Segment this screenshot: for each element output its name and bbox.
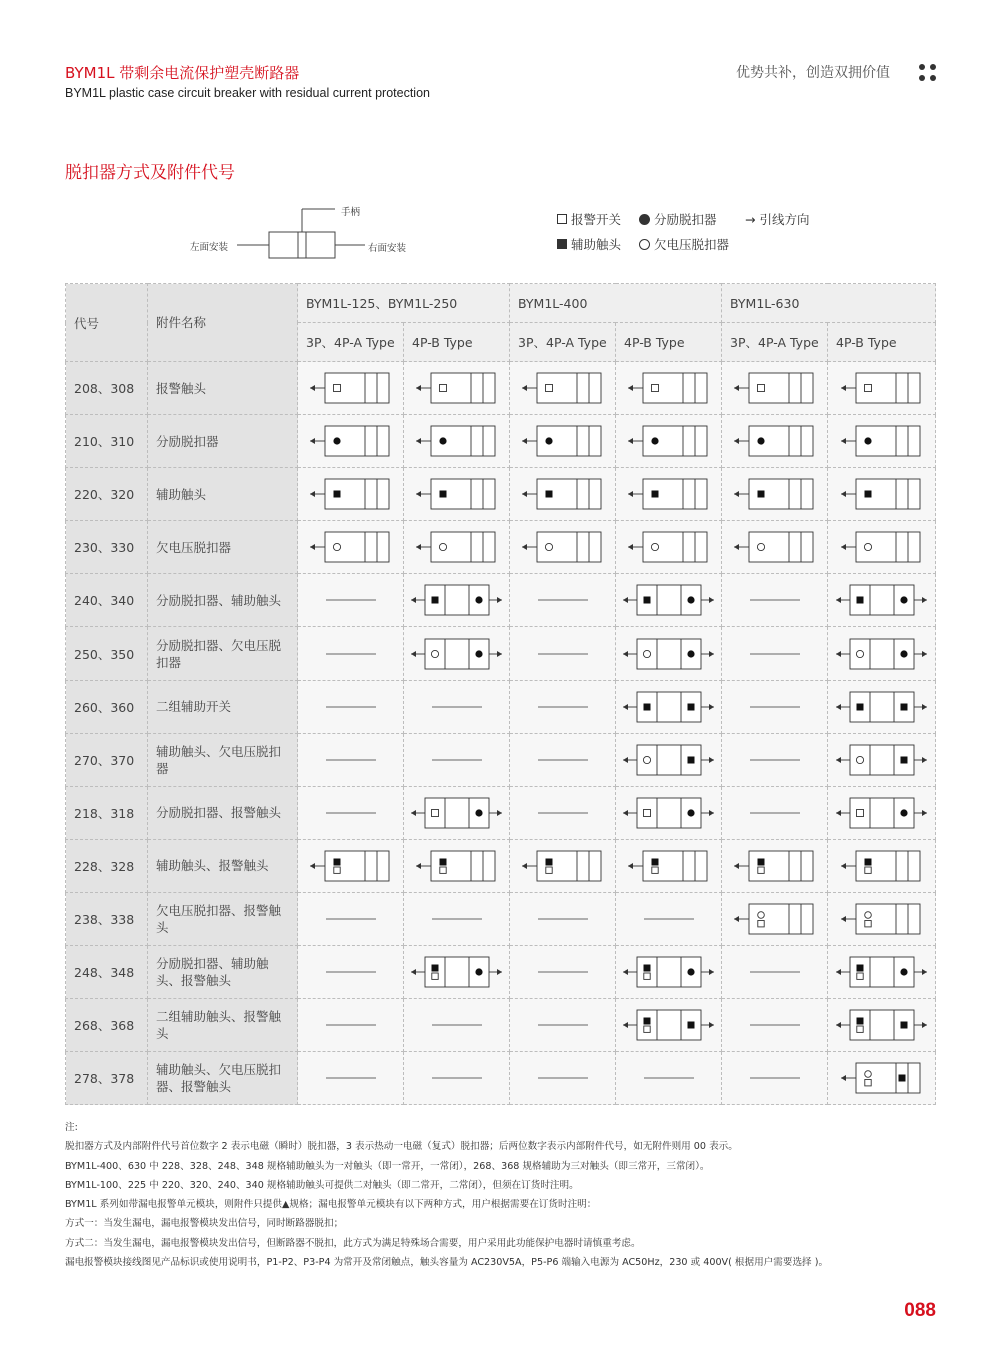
- accessory-diagram-cell: [510, 1052, 616, 1105]
- accessory-diagram-cell: [298, 627, 404, 680]
- accessory-diagram-cell: [722, 1052, 828, 1105]
- accessory-diagram-icon: [832, 1061, 932, 1095]
- note-line: 方式二：当发生漏电，漏电报警模块发出信号，但断路器不脱扣，此方式为满足特殊场合需要，用户采用此功能保护电器时请慎重考虑。: [65, 1237, 641, 1249]
- accessory-diagram-cell: [510, 627, 616, 680]
- header-title-en: BYM1L plastic case circuit breaker with residual current protection: [65, 86, 430, 100]
- no-accessory-dash: [316, 969, 386, 975]
- no-accessory-dash: [422, 1075, 492, 1081]
- accessory-diagram-icon: [301, 849, 401, 883]
- accessory-diagram-icon: [619, 796, 719, 830]
- page-number: 088: [904, 1300, 936, 1321]
- accessory-diagram-icon: [301, 477, 401, 511]
- accessory-diagram-cell: [404, 415, 510, 468]
- accessory-diagram-cell: [404, 362, 510, 415]
- accessory-diagram-icon: [725, 849, 825, 883]
- accessory-diagram-cell: [298, 521, 404, 574]
- row-code: 210、310: [66, 415, 148, 468]
- accessory-diagram-icon: [513, 424, 613, 458]
- header-title-cn: BYM1L 带剩余电流保护塑壳断路器: [65, 64, 300, 82]
- accessory-diagram-cell: [828, 892, 936, 945]
- accessory-diagram-cell: [722, 468, 828, 521]
- table-row: [66, 733, 936, 786]
- accessory-diagram-cell: [722, 362, 828, 415]
- accessory-diagram-icon: [619, 955, 719, 989]
- note-line: BYM1L-100、225 中 220、320、240、340 规格辅助触头可提供二对触头（即二常开，二常闭），但须在订货时注明。: [65, 1179, 579, 1191]
- accessory-diagram-cell: [828, 1052, 936, 1105]
- no-accessory-dash: [740, 597, 810, 603]
- no-accessory-dash: [422, 757, 492, 763]
- accessory-diagram-icon: [407, 424, 507, 458]
- note-line: 脱扣器方式及内部附件代号首位数字 2 表示电磁（瞬时）脱扣器，3 表示热动一电磁（复式）脱扣器；后两位数字表示内部附件代号，如无附件则用 00 表示。: [65, 1141, 738, 1153]
- table-row: [66, 415, 936, 468]
- accessory-table-wrapper: [65, 283, 935, 1105]
- no-accessory-dash: [316, 1075, 386, 1081]
- accessory-diagram-cell: [404, 468, 510, 521]
- no-accessory-dash: [316, 916, 386, 922]
- legend-under: 欠电压脱扣器: [654, 237, 730, 252]
- header-type: 4P-B Type: [828, 323, 936, 362]
- accessory-diagram-cell: [616, 362, 722, 415]
- accessory-diagram-cell: [828, 786, 936, 839]
- accessory-diagram-cell: [298, 839, 404, 892]
- accessory-diagram-icon: [407, 955, 507, 989]
- accessory-diagram-cell: [828, 999, 936, 1052]
- accessory-diagram-cell: [828, 415, 936, 468]
- row-code: 208、308: [66, 362, 148, 415]
- table-row: [66, 574, 936, 627]
- hollow-square-icon: [557, 214, 567, 224]
- table-row: [66, 627, 936, 680]
- no-accessory-dash: [316, 1022, 386, 1028]
- accessory-diagram-icon: [301, 371, 401, 405]
- accessory-diagram-icon: [832, 849, 932, 883]
- row-code: 228、328: [66, 839, 148, 892]
- row-accessory-name: 欠电压脱扣器: [148, 521, 298, 574]
- section-title: 脱扣器方式及附件代号: [65, 163, 235, 183]
- no-accessory-dash: [740, 704, 810, 710]
- accessory-diagram-icon: [619, 690, 719, 724]
- hollow-circle-icon: [639, 239, 650, 250]
- note-line: BYM1L-400、630 中 228、328、248、348 规格辅助触头为一对触头（即一常开，一常闭），268、368 规格辅助为三对触头（即三常开，三常闭）。: [65, 1160, 710, 1172]
- row-code: 238、338: [66, 892, 148, 945]
- accessory-diagram-icon: [832, 637, 932, 671]
- no-accessory-dash: [316, 597, 386, 603]
- handle-label: 手柄: [341, 207, 361, 218]
- accessory-diagram-cell: [404, 999, 510, 1052]
- no-accessory-dash: [316, 810, 386, 816]
- accessory-diagram-cell: [616, 733, 722, 786]
- accessory-diagram-cell: [722, 415, 828, 468]
- accessory-diagram-icon: [725, 530, 825, 564]
- accessory-diagram-cell: [616, 415, 722, 468]
- header-group-400: BYM1L-400: [510, 284, 722, 323]
- row-accessory-name: 分励脱扣器、欠电压脱扣器: [148, 627, 298, 680]
- accessory-diagram-cell: [722, 627, 828, 680]
- accessory-diagram-cell: [616, 892, 722, 945]
- table-row: [66, 946, 936, 999]
- header-group-630: BYM1L-630: [722, 284, 936, 323]
- row-accessory-name: 分励脱扣器、报警触头: [148, 786, 298, 839]
- accessory-diagram-icon: [725, 371, 825, 405]
- no-accessory-dash: [634, 1075, 704, 1081]
- accessory-diagram-icon: [407, 477, 507, 511]
- accessory-diagram-icon: [619, 477, 719, 511]
- no-accessory-dash: [740, 651, 810, 657]
- accessory-diagram-cell: [828, 574, 936, 627]
- accessory-diagram-icon: [407, 849, 507, 883]
- row-code: 220、320: [66, 468, 148, 521]
- no-accessory-dash: [422, 1022, 492, 1028]
- accessory-diagram-cell: [510, 733, 616, 786]
- accessory-diagram-cell: [404, 1052, 510, 1105]
- accessory-diagram-icon: [407, 637, 507, 671]
- accessory-diagram-cell: [404, 574, 510, 627]
- legend-alarm: 报警开关: [571, 212, 622, 227]
- accessory-diagram-cell: [510, 946, 616, 999]
- accessory-diagram-icon: [513, 477, 613, 511]
- header-type: 3P、4P-A Type: [722, 323, 828, 362]
- legend-direction: → 引线方向: [745, 212, 810, 227]
- note-line: 注:: [65, 1122, 78, 1133]
- accessory-diagram-icon: [513, 530, 613, 564]
- header-type: 4P-B Type: [616, 323, 722, 362]
- row-accessory-name: 欠电压脱扣器、报警触头: [148, 892, 298, 945]
- accessory-diagram-cell: [510, 574, 616, 627]
- accessory-diagram-cell: [828, 627, 936, 680]
- accessory-diagram-icon: [619, 1008, 719, 1042]
- accessory-diagram-icon: [832, 796, 932, 830]
- accessory-diagram-cell: [298, 1052, 404, 1105]
- accessory-diagram-cell: [722, 733, 828, 786]
- accessory-diagram-cell: [510, 839, 616, 892]
- accessory-diagram-icon: [832, 902, 932, 936]
- accessory-diagram-cell: [298, 946, 404, 999]
- row-code: 218、318: [66, 786, 148, 839]
- no-accessory-dash: [528, 651, 598, 657]
- table-row: [66, 786, 936, 839]
- table-row: [66, 468, 936, 521]
- accessory-diagram-cell: [616, 627, 722, 680]
- accessory-diagram-cell: [616, 468, 722, 521]
- no-accessory-dash: [740, 757, 810, 763]
- accessory-diagram-icon: [619, 743, 719, 777]
- accessory-diagram-cell: [616, 680, 722, 733]
- accessory-diagram-cell: [722, 786, 828, 839]
- accessory-diagram-cell: [616, 946, 722, 999]
- accessory-code-table: [65, 283, 936, 1105]
- accessory-diagram-cell: [616, 839, 722, 892]
- accessory-diagram-icon: [619, 583, 719, 617]
- accessory-diagram-cell: [828, 468, 936, 521]
- accessory-diagram-icon: [832, 955, 932, 989]
- accessory-diagram-cell: [722, 521, 828, 574]
- accessory-diagram-icon: [832, 424, 932, 458]
- handle-mounting-diagram: [185, 203, 425, 265]
- accessory-diagram-cell: [722, 892, 828, 945]
- accessory-diagram-cell: [404, 521, 510, 574]
- accessory-diagram-cell: [404, 946, 510, 999]
- solid-circle-icon: [639, 214, 650, 225]
- accessory-diagram-icon: [832, 743, 932, 777]
- row-code: 270、370: [66, 733, 148, 786]
- right-mount-label: 右面安装: [368, 243, 407, 254]
- header-type: 4P-B Type: [404, 323, 510, 362]
- accessory-diagram-icon: [619, 637, 719, 671]
- left-mount-label: 左面安装: [190, 242, 229, 253]
- notes-block: [65, 1118, 945, 1272]
- accessory-diagram-cell: [298, 786, 404, 839]
- accessory-diagram-cell: [616, 521, 722, 574]
- accessory-diagram-icon: [407, 530, 507, 564]
- breaker-handle-diagram-icon: [185, 203, 425, 265]
- row-accessory-name: 分励脱扣器: [148, 415, 298, 468]
- accessory-diagram-icon: [725, 424, 825, 458]
- accessory-diagram-cell: [510, 521, 616, 574]
- row-accessory-name: 分励脱扣器、辅助触头、报警触头: [148, 946, 298, 999]
- accessory-diagram-icon: [832, 530, 932, 564]
- accessory-diagram-cell: [722, 574, 828, 627]
- symbol-legend: [557, 210, 877, 260]
- accessory-diagram-icon: [407, 796, 507, 830]
- accessory-diagram-cell: [510, 999, 616, 1052]
- row-code: 260、360: [66, 680, 148, 733]
- accessory-diagram-icon: [619, 849, 719, 883]
- row-accessory-name: 辅助触头、欠电压脱扣器: [148, 733, 298, 786]
- accessory-diagram-cell: [828, 839, 936, 892]
- accessory-diagram-cell: [722, 999, 828, 1052]
- accessory-diagram-cell: [404, 786, 510, 839]
- accessory-diagram-cell: [616, 1052, 722, 1105]
- no-accessory-dash: [528, 1075, 598, 1081]
- no-accessory-dash: [528, 597, 598, 603]
- legend-aux: 辅助触头: [571, 237, 622, 252]
- accessory-diagram-icon: [301, 424, 401, 458]
- accessory-diagram-icon: [832, 583, 932, 617]
- row-code: 250、350: [66, 627, 148, 680]
- table-row: [66, 1052, 936, 1105]
- no-accessory-dash: [528, 1022, 598, 1028]
- header-type: 3P、4P-A Type: [298, 323, 404, 362]
- accessory-diagram-cell: [828, 521, 936, 574]
- accessory-diagram-cell: [404, 892, 510, 945]
- accessory-diagram-icon: [619, 530, 719, 564]
- four-dots-logo-icon: [918, 63, 938, 83]
- no-accessory-dash: [422, 916, 492, 922]
- accessory-diagram-cell: [404, 680, 510, 733]
- accessory-diagram-icon: [725, 902, 825, 936]
- row-accessory-name: 分励脱扣器、辅助触头: [148, 574, 298, 627]
- accessory-diagram-cell: [828, 946, 936, 999]
- row-accessory-name: 二组辅助触头、报警触头: [148, 999, 298, 1052]
- accessory-diagram-cell: [298, 680, 404, 733]
- accessory-diagram-icon: [407, 583, 507, 617]
- accessory-diagram-cell: [404, 733, 510, 786]
- accessory-diagram-cell: [510, 680, 616, 733]
- accessory-diagram-cell: [510, 468, 616, 521]
- accessory-diagram-cell: [510, 892, 616, 945]
- row-accessory-name: 辅助触头: [148, 468, 298, 521]
- accessory-diagram-icon: [832, 477, 932, 511]
- accessory-diagram-icon: [832, 371, 932, 405]
- no-accessory-dash: [740, 1022, 810, 1028]
- accessory-diagram-icon: [725, 477, 825, 511]
- accessory-diagram-cell: [722, 946, 828, 999]
- no-accessory-dash: [634, 916, 704, 922]
- solid-square-icon: [557, 239, 567, 249]
- legend-shunt: 分励脱扣器: [654, 212, 717, 227]
- note-line: 方式一：当发生漏电，漏电报警模块发出信号，同时断路器脱扣；: [65, 1218, 344, 1230]
- accessory-diagram-cell: [298, 999, 404, 1052]
- accessory-diagram-icon: [407, 371, 507, 405]
- accessory-diagram-cell: [510, 786, 616, 839]
- table-row: [66, 999, 936, 1052]
- accessory-diagram-icon: [619, 424, 719, 458]
- no-accessory-dash: [740, 1075, 810, 1081]
- accessory-diagram-cell: [298, 415, 404, 468]
- row-code: 240、340: [66, 574, 148, 627]
- no-accessory-dash: [528, 757, 598, 763]
- no-accessory-dash: [528, 810, 598, 816]
- accessory-diagram-icon: [832, 690, 932, 724]
- accessory-diagram-cell: [616, 574, 722, 627]
- accessory-diagram-cell: [298, 468, 404, 521]
- accessory-diagram-cell: [510, 415, 616, 468]
- no-accessory-dash: [316, 757, 386, 763]
- no-accessory-dash: [528, 969, 598, 975]
- note-line: BYM1L 系列如带漏电报警单元模块，则附件只提供▲规格；漏电报警单元模块有以下两种方式，用户根据需要在订货时注明：: [65, 1199, 597, 1211]
- no-accessory-dash: [316, 651, 386, 657]
- accessory-diagram-cell: [404, 627, 510, 680]
- header-group-125-250: BYM1L-125、BYM1L-250: [298, 284, 510, 323]
- row-accessory-name: 报警触头: [148, 362, 298, 415]
- header-slogan: 优势共补，创造双拥价值: [736, 65, 890, 81]
- accessory-diagram-icon: [619, 371, 719, 405]
- accessory-diagram-cell: [722, 680, 828, 733]
- no-accessory-dash: [740, 810, 810, 816]
- note-line: 漏电报警模块接线图见产品标识或使用说明书，P1-P2、P3-P4 为常开及常闭触点，触头容量为 AC230V5A，P5-P6 端输入电源为 AC50Hz，230 或 400V( 根据用户需要选择 )。: [65, 1257, 829, 1269]
- accessory-diagram-icon: [301, 530, 401, 564]
- no-accessory-dash: [422, 704, 492, 710]
- table-row: [66, 521, 936, 574]
- no-accessory-dash: [528, 916, 598, 922]
- row-code: 268、368: [66, 999, 148, 1052]
- accessory-diagram-icon: [832, 1008, 932, 1042]
- row-accessory-name: 辅助触头、欠电压脱扣器、报警触头: [148, 1052, 298, 1105]
- accessory-diagram-cell: [298, 733, 404, 786]
- row-accessory-name: 二组辅助开关: [148, 680, 298, 733]
- header-accessory-name: 附件名称: [148, 284, 298, 362]
- table-row: [66, 892, 936, 945]
- accessory-diagram-cell: [828, 733, 936, 786]
- header-type: 3P、4P-A Type: [510, 323, 616, 362]
- no-accessory-dash: [316, 704, 386, 710]
- header-code: 代号: [66, 284, 148, 362]
- table-row: [66, 839, 936, 892]
- table-row: [66, 362, 936, 415]
- accessory-diagram-cell: [616, 786, 722, 839]
- accessory-diagram-cell: [616, 999, 722, 1052]
- accessory-diagram-cell: [298, 574, 404, 627]
- row-code: 248、348: [66, 946, 148, 999]
- no-accessory-dash: [740, 969, 810, 975]
- row-code: 278、378: [66, 1052, 148, 1105]
- accessory-diagram-cell: [828, 680, 936, 733]
- accessory-diagram-cell: [298, 362, 404, 415]
- table-row: [66, 680, 936, 733]
- accessory-diagram-icon: [513, 371, 613, 405]
- accessory-diagram-cell: [298, 892, 404, 945]
- no-accessory-dash: [528, 704, 598, 710]
- accessory-diagram-cell: [828, 362, 936, 415]
- row-code: 230、330: [66, 521, 148, 574]
- row-accessory-name: 辅助触头、报警触头: [148, 839, 298, 892]
- accessory-diagram-cell: [510, 362, 616, 415]
- accessory-diagram-cell: [404, 839, 510, 892]
- accessory-diagram-icon: [513, 849, 613, 883]
- accessory-diagram-cell: [722, 839, 828, 892]
